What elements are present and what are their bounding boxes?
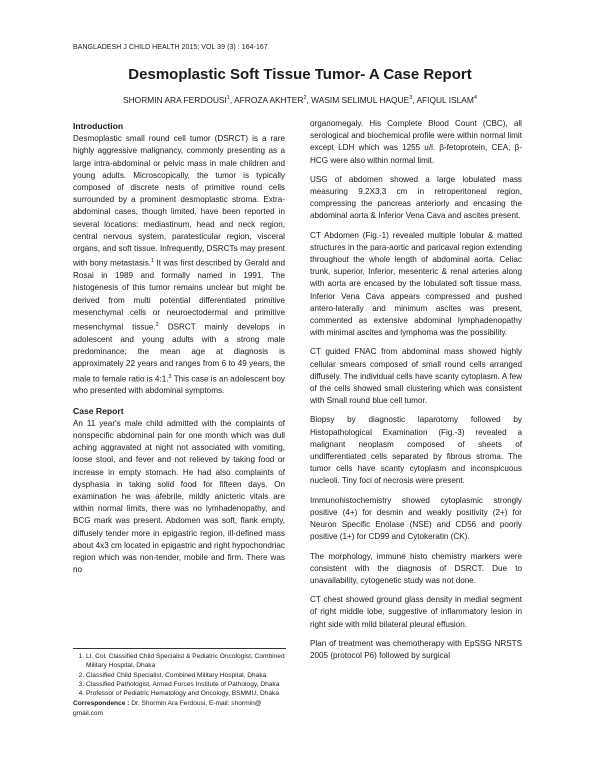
body-paragraph: The morphology, immune histo chemistry markers were consistent with the diagnosis of DSRCT. Due to unavailability, cytogenetic study was not done. [310, 551, 522, 585]
correspondence [73, 699, 287, 718]
correspondence-label: Correspondence : [73, 700, 130, 708]
body-paragraph: organomegaly. His Complete Blood Count (CBC), all serological and biochemical profile were within normal limit except LDH which was 1255 u/l. β-fetoprotein, CEA, β-HCG were also within normal limit. [310, 119, 522, 165]
left-column [73, 118, 285, 583]
author-affiliation-mark: 1 [226, 95, 230, 102]
footnote-item: 4. Professor of Pediatric Hematology and Oncology, BSMMU, Dhaka [86, 689, 287, 698]
citation-ref: 3 [168, 373, 172, 380]
author-line: SHORMIN ARA FERDOUSI$^1$, AFROZA AKHTER$^2$, WASIM SELIMUL HAQUE$^3$, AFIQUL ISLAM$^4$ [123, 95, 477, 105]
citation-ref: 2 [155, 321, 159, 328]
intro-text: It was first described by Gerald and Rosai in 1989 and formally named in 1991. The histogenesis of this tumor remains unclear but might be derived from multi potential differentiated primitive mesenchymal cells or neuroectodermal and primitive mesenchymal tissue. [73, 258, 286, 332]
author-affiliation-mark: 4 [473, 95, 477, 102]
affiliation-list [73, 652, 287, 698]
case-report-heading: Case Report [73, 405, 124, 416]
case-report-paragraph: An 11 year's male child admitted with the complaints of nonspecific abdominal pain for one month which was dull aching aggravated at night not associated with vomiting, loose stool, and fever and not relieved by taking food or increase in empty stomach. He had also complaints of dysphasia in taking solid food for fifteen days. On examination he was afebrile, mildly anicteric vitals are within normal limits, there was no lymhadenopathy, and BCG mark was present. Abdomen was soft, flank empty, diffusely tender more in epigastric region, ill-defined mass about 4x3 cm located in epigastric and right hypochondriac region which was non-tender, mobile and firm. There was no [73, 418, 285, 575]
author-name: AFROZA AKHTER [234, 95, 304, 105]
intro-text: Desmoplastic small round cell tumor (DSRCT) is a rare highly aggressive malignancy, commonly presenting as a large intra-abdominal or pelvic mass in male children and young adults. Microscopically, the tumor is typically composed of discrete nests of primitive round cells surrounded by a prominent desmoplastic stroma. Extra-abdominal cases, though limited, have been reported in several locations: mediastinum, head and neck region, central nervous system, paratesticular region, visceral organs, and soft tissue. Infrequently, DSRCTs may present with bony metastasis. [73, 134, 285, 268]
author-affiliation-mark: 2 [303, 95, 307, 102]
right-column [310, 118, 522, 669]
author-name: WASIM SELIMUL HAQUE [311, 95, 410, 105]
correspondence-text: Dr. Shormin Ara Ferdousi, E-mail: shormin@ gmail.com [73, 700, 262, 717]
body-paragraph: Immunohistochemistry showed cytoplasmic strongly positive (4+) for desmin and weakly positivity (2+) for Neuron Specific Enolase (NSE) and CD56 and poorly positive (1+) for CD99 and Cytokeratin (CK). [310, 495, 522, 542]
footnote-divider [73, 648, 286, 649]
footnote-item: 2. Classified Child Specialist, Combined Military Hospital, Dhaka [86, 671, 287, 680]
body-paragraph: Plan of treatment was chemotherapy with EpSSG NRSTS 2005 (protocol P6) followed by surgical [310, 638, 522, 660]
author-affiliation-mark: 3 [409, 95, 413, 102]
running-head: BANGLADESH J CHILD HEALTH 2015; VOL 39 (3) : 164-167 [73, 44, 268, 51]
citation-ref: 1 [151, 258, 155, 265]
footnotes [73, 652, 287, 718]
intro-text: DSRCT mainly develops in adolescent and young adults with a strong male predominance; the mean age at diagnosis is approximately 22 years and ranges from 6 to 49 years, the male to female ratio is 4:1. [73, 322, 285, 384]
author-name: SHORMIN ARA FERDOUSI [123, 95, 227, 105]
author-name: AFIQUL ISLAM [416, 95, 474, 105]
introduction-heading: Introduction [73, 121, 124, 131]
body-paragraph: Biopsy by diagnostic laparotomy followed by Histopathological Examination (Fig.-3) revealed a malignant neoplasm composed of sheets of undifferentiated cells separated by fibrous stroma. The tumor cells have scanty cytoplasm and inconspicuous nucleoli. Tiny foci of necrosis were present. [310, 415, 522, 486]
intro-text: This case is an adolescent boy who presented with abdominal symptoms. [73, 374, 285, 396]
body-paragraph: USG of abdomen showed a large lobulated mass measuring 9.2X3.3 cm in retroperitoneal region, compressing the pancreas anteriorly and encasing the abdominal aorta & Inferior Vena Cava and ascites present. [310, 174, 522, 221]
footnote-item: 3. Classified Pathologist, Armed Forces Institute of Pathology, Dhaka [86, 680, 287, 689]
introduction-paragraph [73, 133, 285, 397]
body-paragraph: CT guided FNAC from abdominal mass showed highly cellular smears composed of small round cells arranged diffusely. The individual cells have scanty cytoplasm. A few of the cells showed small clustering which was consistent with Small round blue cell tumor. [310, 347, 522, 406]
body-paragraph: CT chest showed ground glass density in medial segment of right middle lobe, suggestive of inflammatory lesion in right side with mild bilateral pleural effusion. [310, 595, 522, 629]
footnote-item: 1. Lt. Col. Classified Child Specialist & Pediatric Oncologist, Combined Military Hospital, Dhaka [86, 652, 287, 671]
article-title: Desmoplastic Soft Tissue Tumor- A Case Report [128, 66, 472, 83]
body-paragraph: CT Abdomen (Fig.-1) revealed multiple lobular & matted structures in the para-aortic and paricaval region extending throughout the whole length of abdominal aorta. Celiac trunk, superior, Inferior, mesenteric & renal arteries along with aorta are encased by the lobulated soft tissue mass. Inferior Vena Cava appears compressed and pushed antero-laterally and minimum ascites was present, commented as extensive abdominal lymphadenopathy with minimal ascites and lymphoma was the possibility. [310, 230, 522, 338]
